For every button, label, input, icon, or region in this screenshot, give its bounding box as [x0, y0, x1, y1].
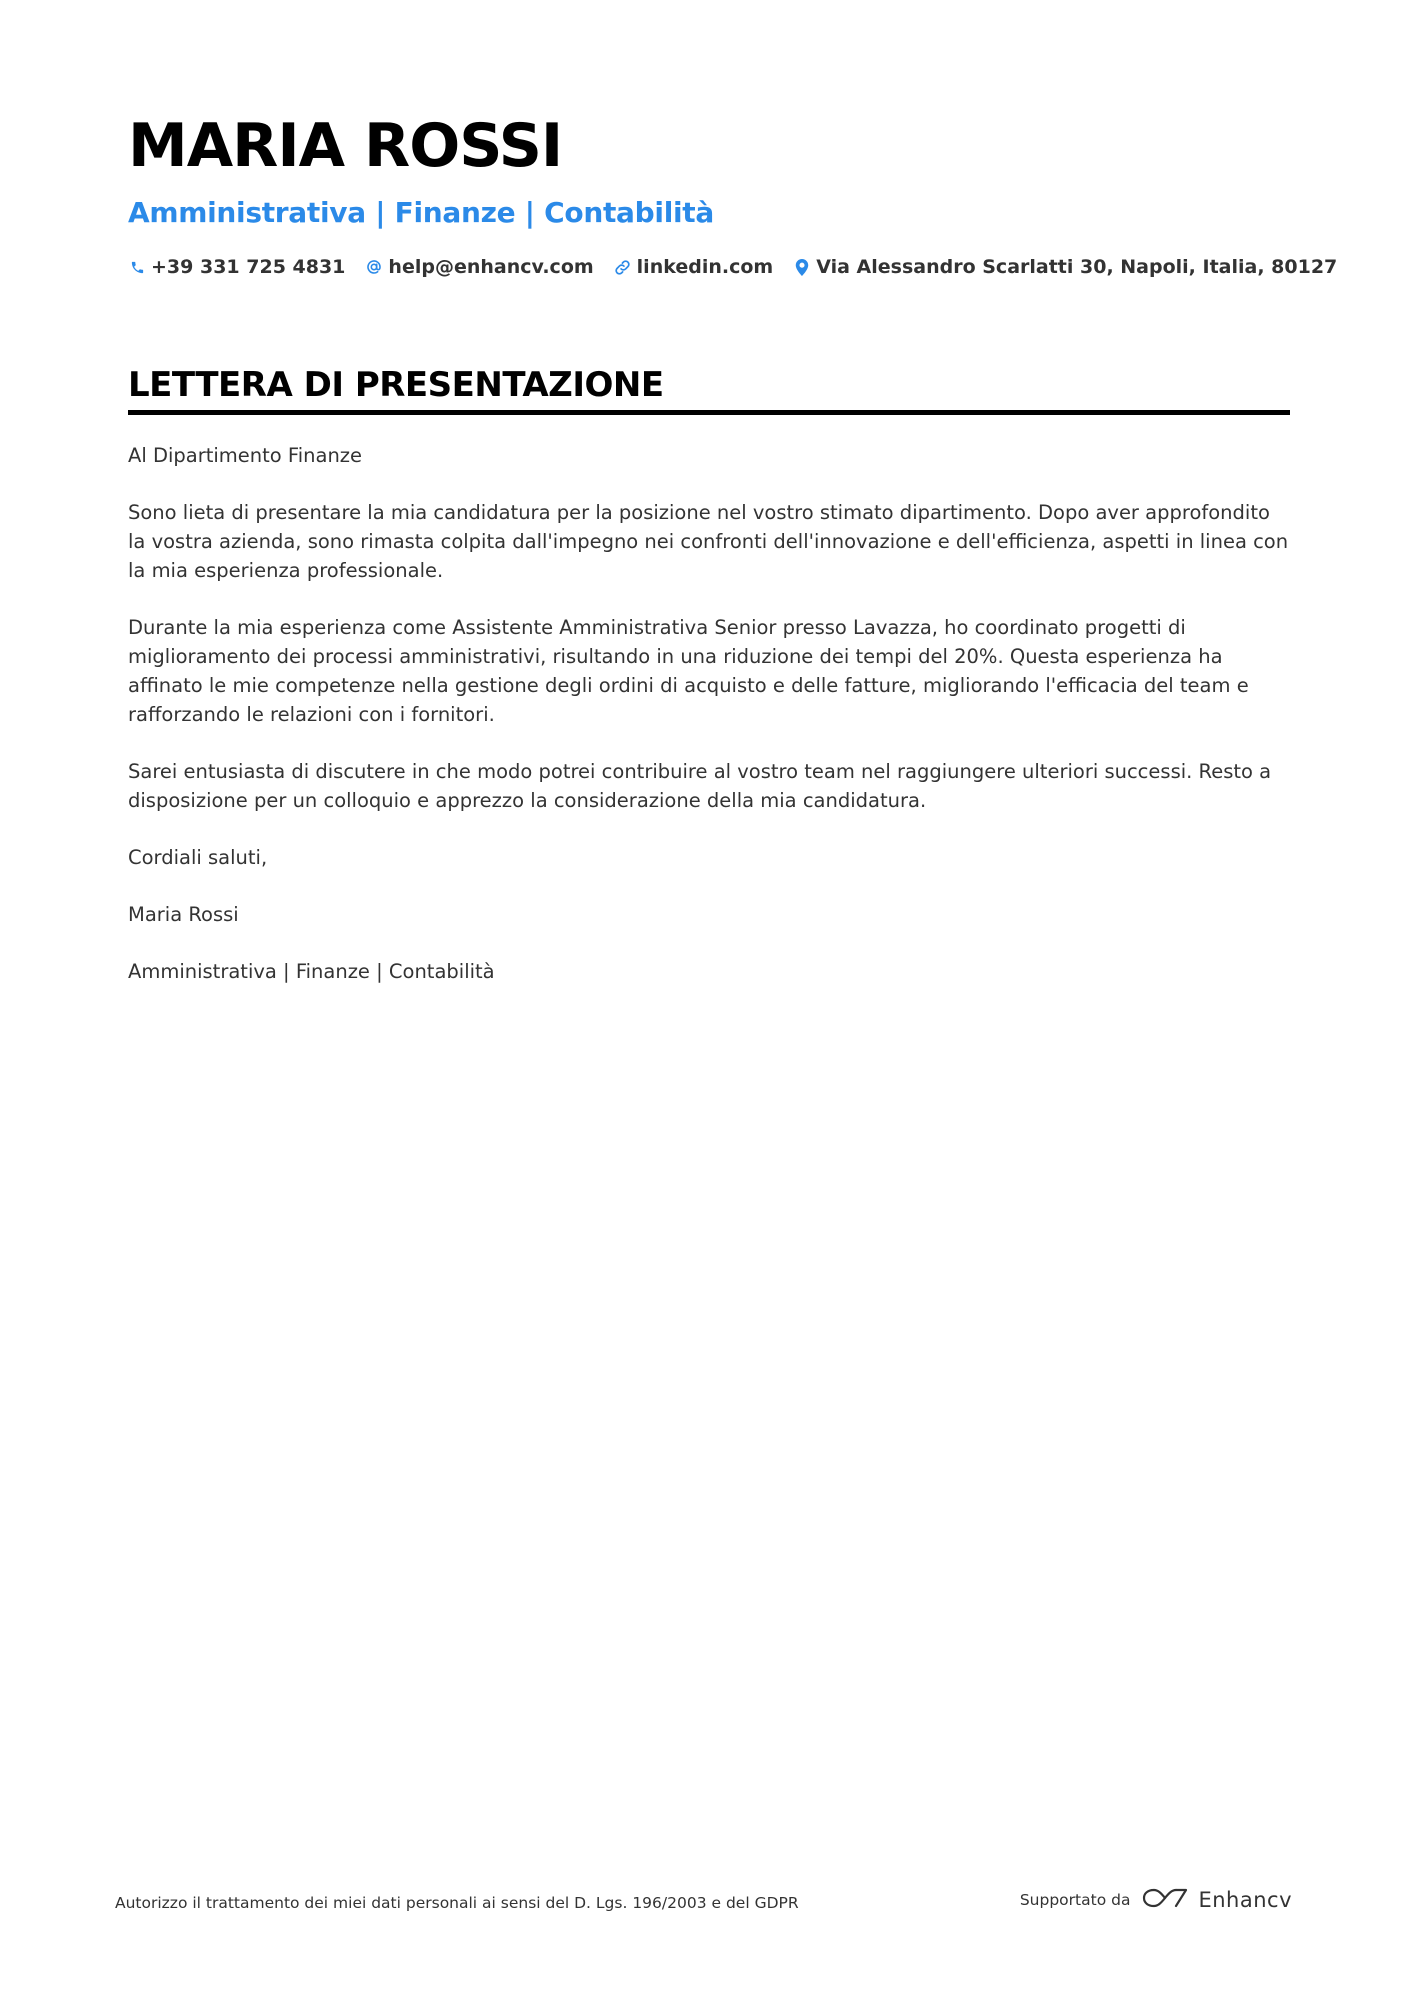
- brand-name: Enhancv: [1198, 1888, 1292, 1912]
- letter-signature: Maria Rossi: [128, 903, 239, 926]
- contact-linkedin-text: linkedin.com: [636, 256, 774, 278]
- section-divider: [128, 410, 1290, 415]
- contact-email-text: help@enhancv.com: [388, 256, 594, 278]
- contact-phone[interactable]: [128, 256, 345, 278]
- letter-paragraph: Sono lieta di presentare la mia candidatura per la posizione nel vostro stimato dipartimento. Dopo aver approfondito la vostra azienda, sono rimasta colpita dall'impegno nei confronti dell'innovazione e dell'efficienza, aspetti in linea con la mia esperienza professionale.: [128, 501, 1289, 582]
- letter-paragraph: Durante la mia esperienza come Assistente Amministrativa Senior presso Lavazza, ho coordinato progetti di miglioramento dei processi amministrativi, risultando in una riduzione dei tempi del 20%. Questa esperienza ha affinato le mie competenze nella gestione degli ordini di acquisto e delle fatture, migliorando l'efficacia del team e rafforzando le relazioni con i fornitori.: [128, 616, 1249, 726]
- candidate-title: Amministrativa | Finanze | Contabilità: [128, 196, 714, 229]
- contact-email[interactable]: [365, 256, 593, 278]
- supported-by-label: Supportato da: [1019, 1891, 1131, 1909]
- footer-branding[interactable]: [1020, 1886, 1292, 1914]
- letter-recipient: Al Dipartimento Finanze: [128, 444, 363, 467]
- enhancv-logo-icon: [1142, 1886, 1188, 1914]
- footer-consent: Autorizzo il trattamento dei miei dati personali ai sensi del D. Lgs. 196/2003 e del GDPR: [115, 1894, 799, 1912]
- letter-body: [128, 441, 1290, 986]
- contact-address-text: Via Alessandro Scarlatti 30, Napoli, Italia, 80127: [816, 256, 1338, 278]
- candidate-name: MARIA ROSSI: [128, 111, 563, 181]
- section-title: LETTERA DI PRESENTAZIONE: [128, 365, 664, 405]
- letter-closing: Cordiali saluti,: [128, 846, 268, 869]
- contact-address: [793, 256, 1337, 278]
- location-pin-icon: [793, 258, 811, 276]
- cover-letter-page: [128, 108, 1338, 1014]
- contact-phone-text: +39 331 725 4831: [151, 256, 346, 278]
- letter-paragraph: Sarei entusiasta di discutere in che modo potrei contribuire al vostro team nel raggiungere ulteriori successi. Resto a disposizione per un colloquio e apprezzo la considerazione della mia candidatura.: [128, 760, 1272, 812]
- letter-signature-title: Amministrativa | Finanze | Contabilità: [128, 960, 495, 983]
- link-icon: [614, 258, 632, 276]
- phone-icon: [128, 258, 146, 276]
- contact-linkedin[interactable]: [614, 256, 774, 278]
- at-icon: [365, 258, 383, 276]
- contact-bar: [128, 252, 1338, 282]
